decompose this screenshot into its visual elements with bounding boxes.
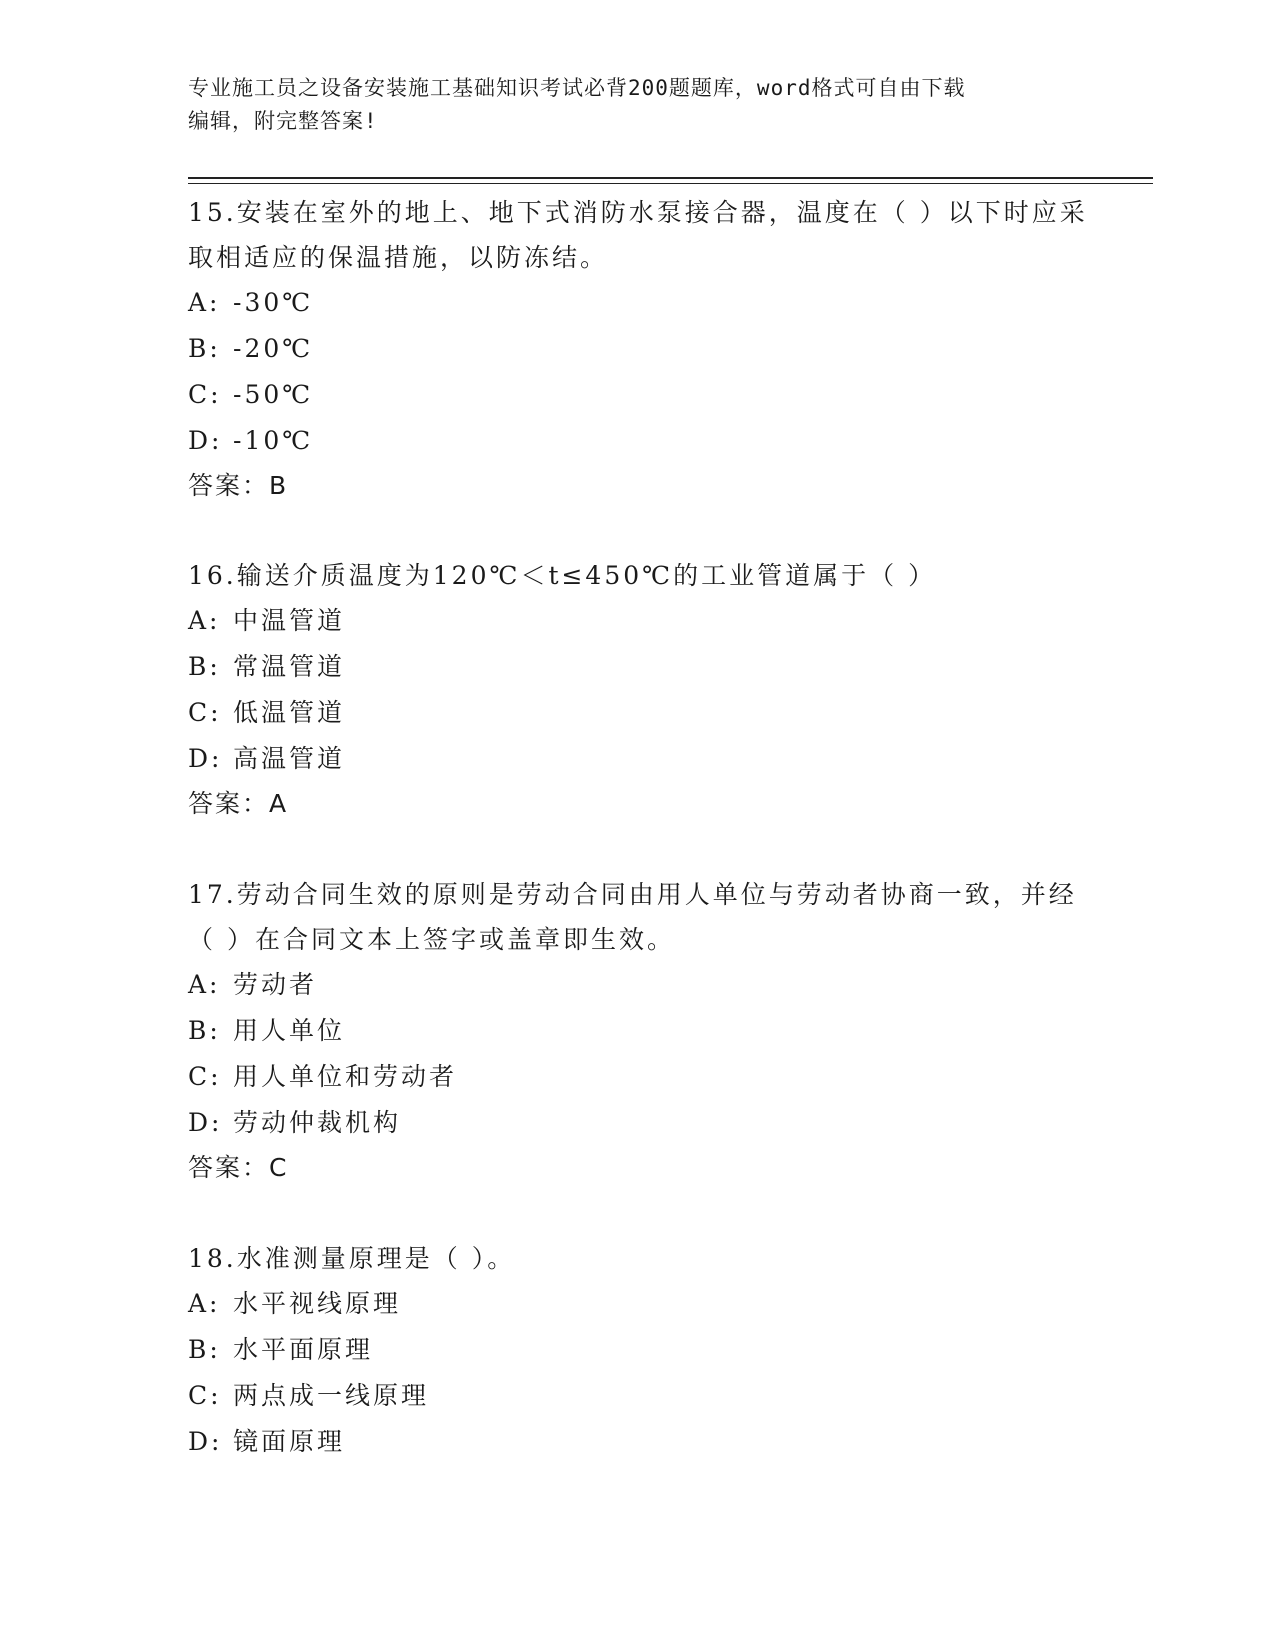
option-text: -30℃ bbox=[233, 288, 314, 317]
option-text: 劳动者 bbox=[233, 970, 318, 999]
option-text: 用人单位 bbox=[233, 1016, 346, 1045]
option-letter: A: bbox=[188, 288, 221, 317]
answer-key: 答案：A bbox=[188, 789, 289, 818]
option-a bbox=[188, 1281, 1088, 1327]
option-letter: B: bbox=[188, 334, 221, 363]
answer-key: 答案：C bbox=[188, 1153, 289, 1182]
option-text: 水平视线原理 bbox=[233, 1289, 402, 1318]
question-text: 18.水准测量原理是（ ）。 bbox=[188, 1244, 516, 1273]
option-letter: C: bbox=[188, 380, 222, 409]
question-text: 15.安装在室外的地上、地下式消防水泵接合器，温度在（ ）以下时应采取相适应的保温措施，以防冻结。 bbox=[188, 198, 1088, 272]
option-b bbox=[188, 1327, 1088, 1373]
document-header bbox=[188, 72, 1088, 138]
option-a bbox=[188, 598, 1088, 644]
option-b bbox=[188, 1008, 1088, 1054]
option-text: 水平面原理 bbox=[233, 1335, 374, 1364]
option-letter: A: bbox=[188, 970, 221, 999]
option-a bbox=[188, 962, 1088, 1008]
option-c bbox=[188, 690, 1088, 736]
option-text: 中温管道 bbox=[233, 606, 346, 635]
option-text: 两点成一线原理 bbox=[233, 1381, 430, 1410]
option-text: 劳动仲裁机构 bbox=[233, 1108, 402, 1137]
question-16 bbox=[188, 553, 1088, 826]
option-text: -50℃ bbox=[233, 380, 314, 409]
option-letter: D: bbox=[188, 744, 223, 773]
option-text: 用人单位和劳动者 bbox=[233, 1062, 458, 1091]
option-letter: B: bbox=[188, 1335, 221, 1364]
option-text: 低温管道 bbox=[233, 698, 346, 727]
option-d bbox=[188, 1100, 1088, 1146]
option-text: 高温管道 bbox=[233, 744, 346, 773]
option-letter: D: bbox=[188, 1427, 223, 1456]
option-letter: D: bbox=[188, 1108, 223, 1137]
option-text: 常温管道 bbox=[233, 652, 346, 681]
option-letter: A: bbox=[188, 606, 221, 635]
option-letter: C: bbox=[188, 1381, 222, 1410]
option-c bbox=[188, 1054, 1088, 1100]
option-a bbox=[188, 280, 1088, 326]
option-letter: C: bbox=[188, 1062, 222, 1091]
header-line-1: 专业施工员之设备安装施工基础知识考试必背200题题库，word格式可自由下载 bbox=[188, 76, 966, 100]
option-c bbox=[188, 1373, 1088, 1419]
question-text: 16.输送介质温度为120℃＜t≤450℃的工业管道属于（ ） bbox=[188, 561, 937, 590]
option-letter: C: bbox=[188, 698, 222, 727]
header-line-2: 编辑，附完整答案! bbox=[188, 109, 378, 133]
option-d bbox=[188, 736, 1088, 782]
option-letter: D: bbox=[188, 426, 223, 455]
option-c bbox=[188, 372, 1088, 418]
option-b bbox=[188, 326, 1088, 372]
question-text: 17.劳动合同生效的原则是劳动合同由用人单位与劳动者协商一致，并经（ ）在合同文本上签字或盖章即生效。 bbox=[188, 880, 1077, 954]
header-divider-thick bbox=[188, 177, 1153, 179]
question-15 bbox=[188, 190, 1088, 508]
option-letter: B: bbox=[188, 652, 221, 681]
answer-key: 答案：B bbox=[188, 471, 289, 500]
question-18 bbox=[188, 1236, 1088, 1465]
option-text: -20℃ bbox=[233, 334, 314, 363]
option-b bbox=[188, 644, 1088, 690]
option-d bbox=[188, 1419, 1088, 1465]
option-letter: A: bbox=[188, 1289, 221, 1318]
question-17 bbox=[188, 872, 1088, 1190]
option-d bbox=[188, 418, 1088, 464]
option-text: -10℃ bbox=[233, 426, 314, 455]
option-letter: B: bbox=[188, 1016, 221, 1045]
option-text: 镜面原理 bbox=[233, 1427, 346, 1456]
header-divider-thin bbox=[188, 183, 1153, 184]
